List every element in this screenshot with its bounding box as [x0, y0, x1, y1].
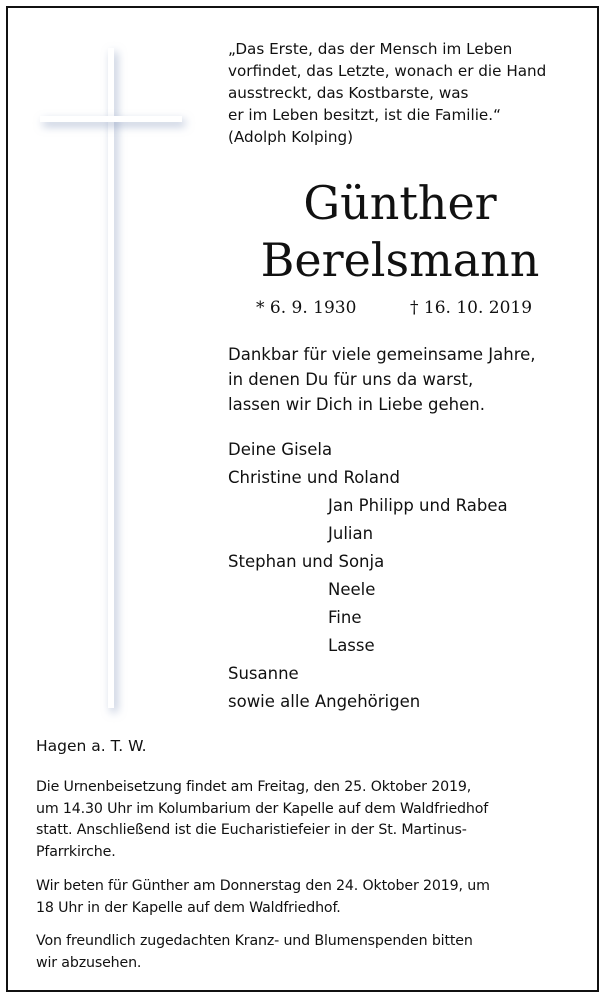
notice-line: 18 Uhr in der Kapelle auf dem Waldfriedhof.: [36, 899, 341, 916]
family-member: sowie alle Angehörigen: [228, 692, 421, 711]
prayer-notice: [36, 876, 572, 919]
notice-line: statt. Anschließend ist die Eucharistiefeier in der St. Martinus-: [36, 822, 467, 838]
quote-author: (Adolph Kolping): [228, 128, 354, 146]
quote-line: vorfindet, das Letzte, wonach er die Hand: [228, 62, 547, 80]
farewell-line: in denen Du für uns da warst,: [228, 370, 474, 389]
family-member: Julian: [328, 524, 374, 543]
family-member: Neele: [328, 580, 376, 599]
birth-date: * 6. 9. 1930: [256, 298, 357, 318]
notice-line: Von freundlich zugedachten Kranz- und Blumenspenden bitten: [36, 933, 473, 949]
farewell-line: lassen wir Dich in Liebe gehen.: [228, 395, 485, 414]
farewell-line: Dankbar für viele gemeinsame Jahre,: [228, 345, 536, 364]
family-member: Fine: [328, 608, 362, 627]
last-name: Berelsmann: [260, 233, 540, 287]
death-date: † 16. 10. 2019: [410, 298, 533, 318]
family-member: Deine Gisela: [228, 440, 333, 459]
burial-notice: [36, 777, 572, 863]
kolping-quote: [228, 38, 588, 148]
notice-line: um 14.30 Uhr im Kolumbarium der Kapelle auf dem Waldfriedhof: [36, 800, 489, 817]
flowers-notice: [36, 931, 572, 974]
notice-line: Pfarrkirche.: [36, 843, 116, 860]
notice-line: Wir beten für Günther am Donnerstag den 24. Oktober 2019, um: [36, 878, 490, 894]
family-member: Stephan und Sonja: [228, 552, 385, 571]
farewell-text: [228, 342, 588, 417]
notice-line: Die Urnenbeisetzung findet am Freitag, den 25. Oktober 2019,: [36, 779, 472, 795]
quote-line: er im Leben besitzt, ist die Familie.“: [228, 106, 501, 124]
cross-icon: [40, 48, 182, 708]
family-member: Lasse: [328, 636, 375, 655]
notice-line: wir abzusehen.: [36, 954, 142, 971]
family-list: [228, 436, 598, 716]
quote-line: ausstreckt, das Kostbarste, was: [228, 84, 469, 102]
place-name: Hagen a. T. W.: [36, 737, 147, 755]
family-member: Christine und Roland: [228, 468, 400, 487]
quote-line: „Das Erste, das der Mensch im Leben: [228, 40, 513, 58]
first-name: Günther: [303, 176, 497, 230]
family-member: Jan Philipp und Rabea: [328, 496, 508, 515]
family-member: Susanne: [228, 664, 299, 683]
